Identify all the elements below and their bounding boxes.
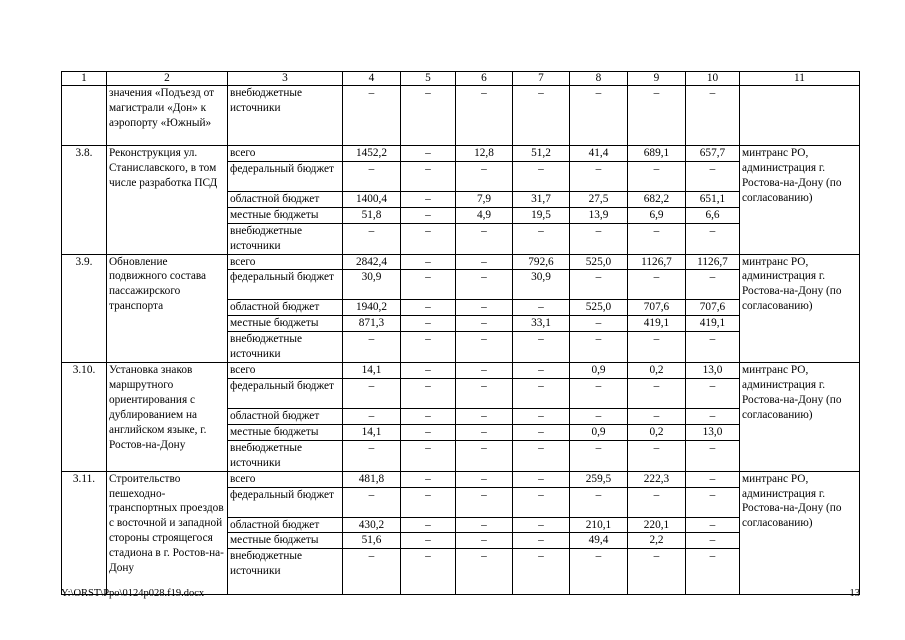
value-cell: 222,3 bbox=[628, 471, 686, 487]
value-cell: 49,4 bbox=[570, 533, 628, 549]
value-cell: – bbox=[686, 408, 740, 424]
value-cell: – bbox=[570, 408, 628, 424]
value-cell: – bbox=[513, 363, 570, 379]
value-cell: – bbox=[686, 517, 740, 533]
executor-cell bbox=[740, 86, 860, 146]
value-cell: 0,9 bbox=[570, 363, 628, 379]
value-cell: – bbox=[686, 440, 740, 471]
value-cell: 27,5 bbox=[570, 191, 628, 207]
value-cell: 651,1 bbox=[686, 191, 740, 207]
value-cell: 51,6 bbox=[343, 533, 401, 549]
value-cell: 1126,7 bbox=[686, 254, 740, 270]
value-cell: – bbox=[686, 471, 740, 487]
value-cell: 13,0 bbox=[686, 363, 740, 379]
value-cell: – bbox=[513, 533, 570, 549]
value-cell: 707,6 bbox=[628, 300, 686, 316]
value-cell: – bbox=[456, 440, 513, 471]
value-cell: – bbox=[401, 332, 456, 363]
value-cell: – bbox=[456, 408, 513, 424]
value-cell: 0,9 bbox=[570, 424, 628, 440]
value-cell: – bbox=[570, 270, 628, 300]
value-cell: 792,6 bbox=[513, 254, 570, 270]
value-cell: – bbox=[686, 270, 740, 300]
value-cell: – bbox=[628, 270, 686, 300]
measure-name: Установка знаков маршрутного ориентирования с дублированием на английском языке, г. Ростов-на-Дону bbox=[107, 363, 228, 472]
value-cell: 30,9 bbox=[343, 270, 401, 300]
value-cell: – bbox=[513, 223, 570, 254]
value-cell: – bbox=[401, 378, 456, 408]
measure-name: Обновление подвижного состава пассажирского транспорта bbox=[107, 254, 228, 363]
value-cell: – bbox=[456, 300, 513, 316]
value-cell: 14,1 bbox=[343, 363, 401, 379]
value-cell: 33,1 bbox=[513, 316, 570, 332]
value-cell: – bbox=[343, 440, 401, 471]
table-row bbox=[62, 471, 860, 487]
value-cell: – bbox=[570, 378, 628, 408]
executor-cell: минтранс РО, администрация г. Ростова-на-Дону (по согласованию) bbox=[740, 146, 860, 255]
value-cell: – bbox=[401, 424, 456, 440]
value-cell: – bbox=[401, 161, 456, 191]
value-cell: – bbox=[456, 533, 513, 549]
value-cell: 210,1 bbox=[570, 517, 628, 533]
funding-source: местные бюджеты bbox=[228, 533, 343, 549]
value-cell: – bbox=[686, 487, 740, 517]
funding-source: всего bbox=[228, 254, 343, 270]
value-cell: – bbox=[401, 549, 456, 595]
value-cell: – bbox=[570, 161, 628, 191]
value-cell: – bbox=[456, 86, 513, 146]
funding-source: внебюджетные источники bbox=[228, 86, 343, 146]
header-cell: 8 bbox=[570, 72, 628, 86]
value-cell: – bbox=[401, 270, 456, 300]
value-cell: – bbox=[456, 254, 513, 270]
value-cell: 2,2 bbox=[628, 533, 686, 549]
value-cell: – bbox=[401, 223, 456, 254]
value-cell: 51,2 bbox=[513, 146, 570, 162]
value-cell: – bbox=[686, 378, 740, 408]
value-cell: – bbox=[628, 440, 686, 471]
value-cell: – bbox=[456, 517, 513, 533]
value-cell: – bbox=[570, 223, 628, 254]
value-cell: – bbox=[343, 549, 401, 595]
value-cell: 31,7 bbox=[513, 191, 570, 207]
value-cell: – bbox=[513, 332, 570, 363]
value-cell: – bbox=[628, 378, 686, 408]
footer-file-path: Y:\ORST\Ppo\0124p028.f19.docx bbox=[61, 588, 205, 599]
funding-source: внебюджетные источники bbox=[228, 440, 343, 471]
value-cell: – bbox=[343, 223, 401, 254]
header-cell: 5 bbox=[401, 72, 456, 86]
value-cell: – bbox=[570, 86, 628, 146]
header-cell: 2 bbox=[107, 72, 228, 86]
row-number bbox=[62, 86, 107, 146]
value-cell: – bbox=[570, 487, 628, 517]
value-cell: – bbox=[513, 440, 570, 471]
value-cell: – bbox=[628, 549, 686, 595]
value-cell: – bbox=[686, 533, 740, 549]
funding-source: областной бюджет bbox=[228, 517, 343, 533]
value-cell: 220,1 bbox=[628, 517, 686, 533]
value-cell: – bbox=[343, 161, 401, 191]
value-cell: – bbox=[401, 471, 456, 487]
value-cell: – bbox=[513, 161, 570, 191]
value-cell: – bbox=[628, 487, 686, 517]
value-cell: – bbox=[686, 549, 740, 595]
value-cell: – bbox=[343, 408, 401, 424]
value-cell: – bbox=[401, 487, 456, 517]
row-number: 3.10. bbox=[62, 363, 107, 472]
value-cell: 419,1 bbox=[686, 316, 740, 332]
value-cell: – bbox=[513, 300, 570, 316]
header-cell: 1 bbox=[62, 72, 107, 86]
value-cell: – bbox=[343, 378, 401, 408]
row-number: 3.11. bbox=[62, 471, 107, 595]
table-row bbox=[62, 254, 860, 270]
value-cell: 7,9 bbox=[456, 191, 513, 207]
funding-source: федеральный бюджет bbox=[228, 270, 343, 300]
header-cell: 11 bbox=[740, 72, 860, 86]
value-cell: – bbox=[401, 86, 456, 146]
value-cell: – bbox=[513, 549, 570, 595]
funding-source: областной бюджет bbox=[228, 191, 343, 207]
table-body bbox=[62, 72, 860, 595]
value-cell: – bbox=[456, 270, 513, 300]
value-cell: 13,0 bbox=[686, 424, 740, 440]
value-cell: – bbox=[513, 424, 570, 440]
funding-source: внебюджетные источники bbox=[228, 549, 343, 595]
header-cell: 9 bbox=[628, 72, 686, 86]
executor-cell: минтранс РО, администрация г. Ростова-на-Дону (по согласованию) bbox=[740, 363, 860, 472]
value-cell: 682,2 bbox=[628, 191, 686, 207]
value-cell: – bbox=[456, 316, 513, 332]
value-cell: 525,0 bbox=[570, 254, 628, 270]
value-cell: 2842,4 bbox=[343, 254, 401, 270]
funding-source: всего bbox=[228, 471, 343, 487]
value-cell: – bbox=[570, 316, 628, 332]
measure-name: Реконструкция ул. Станиславского, в том числе разработка ПСД bbox=[107, 146, 228, 255]
value-cell: – bbox=[456, 161, 513, 191]
value-cell: 19,5 bbox=[513, 207, 570, 223]
value-cell: – bbox=[401, 254, 456, 270]
value-cell: – bbox=[401, 408, 456, 424]
value-cell: – bbox=[456, 332, 513, 363]
value-cell: – bbox=[456, 363, 513, 379]
executor-cell: минтранс РО, администрация г. Ростова-на-Дону (по согласованию) bbox=[740, 254, 860, 363]
funding-source: местные бюджеты bbox=[228, 316, 343, 332]
value-cell: – bbox=[513, 86, 570, 146]
funding-source: всего bbox=[228, 146, 343, 162]
value-cell: 525,0 bbox=[570, 300, 628, 316]
value-cell: – bbox=[456, 424, 513, 440]
value-cell: – bbox=[456, 471, 513, 487]
header-cell: 6 bbox=[456, 72, 513, 86]
value-cell: – bbox=[686, 161, 740, 191]
value-cell: – bbox=[628, 161, 686, 191]
value-cell: 41,4 bbox=[570, 146, 628, 162]
value-cell: – bbox=[513, 487, 570, 517]
value-cell: 430,2 bbox=[343, 517, 401, 533]
header-cell: 10 bbox=[686, 72, 740, 86]
continuation-row bbox=[62, 86, 860, 146]
value-cell: 1126,7 bbox=[628, 254, 686, 270]
value-cell: 51,8 bbox=[343, 207, 401, 223]
footer-page-number: 13 bbox=[849, 588, 860, 599]
value-cell: 871,3 bbox=[343, 316, 401, 332]
row-number: 3.8. bbox=[62, 146, 107, 255]
value-cell: 4,9 bbox=[456, 207, 513, 223]
value-cell: 707,6 bbox=[686, 300, 740, 316]
table-row bbox=[62, 146, 860, 162]
value-cell: 12,8 bbox=[456, 146, 513, 162]
value-cell: 0,2 bbox=[628, 363, 686, 379]
value-cell: – bbox=[401, 517, 456, 533]
program-table bbox=[61, 71, 860, 595]
funding-source: местные бюджеты bbox=[228, 207, 343, 223]
value-cell: – bbox=[343, 487, 401, 517]
value-cell: – bbox=[456, 549, 513, 595]
value-cell: 689,1 bbox=[628, 146, 686, 162]
funding-source: областной бюджет bbox=[228, 408, 343, 424]
value-cell: – bbox=[401, 316, 456, 332]
value-cell: – bbox=[628, 86, 686, 146]
value-cell: – bbox=[513, 517, 570, 533]
funding-source: областной бюджет bbox=[228, 300, 343, 316]
value-cell: – bbox=[570, 332, 628, 363]
value-cell: – bbox=[570, 549, 628, 595]
value-cell: – bbox=[343, 86, 401, 146]
value-cell: 30,9 bbox=[513, 270, 570, 300]
funding-source: внебюджетные источники bbox=[228, 223, 343, 254]
value-cell: 1400,4 bbox=[343, 191, 401, 207]
table-row bbox=[62, 363, 860, 379]
value-cell: 13,9 bbox=[570, 207, 628, 223]
funding-source: федеральный бюджет bbox=[228, 487, 343, 517]
value-cell: – bbox=[628, 332, 686, 363]
value-cell: 657,7 bbox=[686, 146, 740, 162]
value-cell: – bbox=[401, 207, 456, 223]
value-cell: – bbox=[456, 223, 513, 254]
value-cell: – bbox=[456, 487, 513, 517]
value-cell: – bbox=[401, 146, 456, 162]
value-cell: – bbox=[401, 440, 456, 471]
value-cell: 1940,2 bbox=[343, 300, 401, 316]
value-cell: 1452,2 bbox=[343, 146, 401, 162]
funding-source: федеральный бюджет bbox=[228, 378, 343, 408]
value-cell: – bbox=[628, 223, 686, 254]
value-cell: 6,9 bbox=[628, 207, 686, 223]
value-cell: – bbox=[513, 378, 570, 408]
header-cell: 3 bbox=[228, 72, 343, 86]
value-cell: – bbox=[401, 363, 456, 379]
value-cell: – bbox=[513, 471, 570, 487]
value-cell: – bbox=[401, 533, 456, 549]
value-cell: 481,8 bbox=[343, 471, 401, 487]
value-cell: 0,2 bbox=[628, 424, 686, 440]
value-cell: – bbox=[343, 332, 401, 363]
measure-name: Строительство пешеходно-транспортных проездов с восточной и западной стороны строящегося стадиона в г. Ростов-на-Дону bbox=[107, 471, 228, 595]
value-cell: – bbox=[686, 332, 740, 363]
measure-name: значения «Подъезд от магистрали «Дон» к аэропорту «Южный» bbox=[107, 86, 228, 146]
header-cell: 4 bbox=[343, 72, 401, 86]
value-cell: – bbox=[456, 378, 513, 408]
funding-source: внебюджетные источники bbox=[228, 332, 343, 363]
value-cell: 259,5 bbox=[570, 471, 628, 487]
value-cell: 6,6 bbox=[686, 207, 740, 223]
row-number: 3.9. bbox=[62, 254, 107, 363]
funding-source: федеральный бюджет bbox=[228, 161, 343, 191]
value-cell: – bbox=[686, 223, 740, 254]
header-cell: 7 bbox=[513, 72, 570, 86]
value-cell: – bbox=[513, 408, 570, 424]
executor-cell: минтранс РО, администрация г. Ростова-на-Дону (по согласованию) bbox=[740, 471, 860, 595]
header-row bbox=[62, 72, 860, 86]
value-cell: 14,1 bbox=[343, 424, 401, 440]
value-cell: – bbox=[628, 408, 686, 424]
value-cell: – bbox=[570, 440, 628, 471]
funding-source: всего bbox=[228, 363, 343, 379]
value-cell: 419,1 bbox=[628, 316, 686, 332]
value-cell: – bbox=[686, 86, 740, 146]
value-cell: – bbox=[401, 300, 456, 316]
value-cell: – bbox=[401, 191, 456, 207]
funding-source: местные бюджеты bbox=[228, 424, 343, 440]
